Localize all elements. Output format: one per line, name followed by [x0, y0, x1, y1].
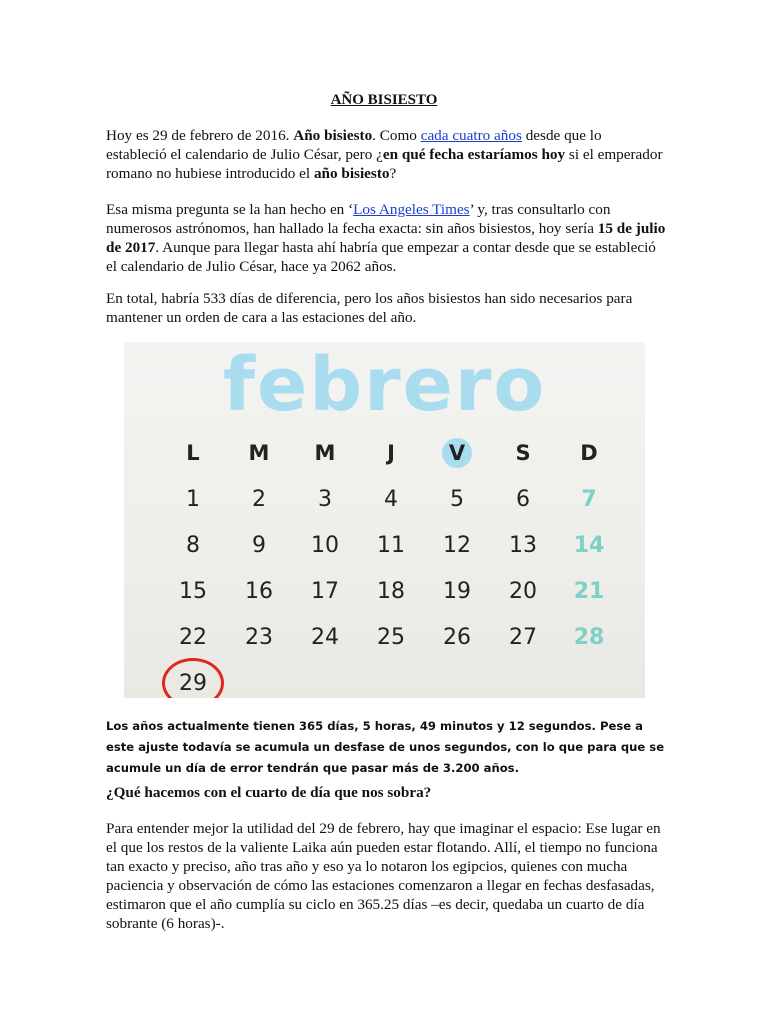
calendar-day — [556, 660, 622, 698]
bold-text: en qué fecha estaríamos hoy — [382, 146, 566, 163]
text: si el emperador romano no hubiese introducido el — [106, 146, 663, 182]
calendar-day-header — [292, 430, 358, 476]
calendar-day-header — [490, 430, 556, 476]
calendar-day-number: 1 — [186, 486, 200, 512]
calendar-day-number: 28 — [573, 624, 605, 650]
calendar-day — [160, 568, 226, 614]
calendar-day-number: 27 — [509, 624, 537, 650]
calendar-day — [490, 660, 556, 698]
paragraph-la-times — [106, 200, 666, 276]
text: ’ y, tras consultarlo con numerosos astrónomos, han hallado la fecha exacta: sin años bisiestos, hoy sería — [106, 201, 611, 237]
calendar-day — [292, 522, 358, 568]
calendar-day — [490, 568, 556, 614]
calendar-day-number: 23 — [245, 624, 273, 650]
calendar-day — [424, 568, 490, 614]
calendar-day-number: 29 — [179, 670, 207, 696]
calendar-day — [226, 522, 292, 568]
calendar-day-number: 26 — [443, 624, 471, 650]
calendar-day — [358, 660, 424, 698]
text: Esa misma pregunta se la han hecho en ‘ — [106, 201, 354, 218]
calendar-day-number: 4 — [384, 486, 398, 512]
calendar-day — [292, 660, 358, 698]
calendar-day — [226, 614, 292, 660]
calendar-day — [490, 476, 556, 522]
calendar-day-header — [556, 430, 622, 476]
calendar-day-number: 25 — [377, 624, 405, 650]
bold-text: Año bisiesto — [293, 127, 373, 144]
calendar-day-number: 11 — [377, 532, 405, 558]
calendar-day-number: 14 — [573, 532, 605, 558]
calendar-day-number: 19 — [443, 578, 471, 604]
calendar-day-number: 18 — [377, 578, 405, 604]
calendar-day-header-label: S — [515, 441, 531, 465]
calendar-day — [556, 614, 622, 660]
calendar-day — [160, 614, 226, 660]
calendar-day — [358, 476, 424, 522]
calendar-day — [424, 476, 490, 522]
text: . Aunque para llegar hasta ahí habría que empezar a contar desde que se estableció el calendario de Julio César, hace ya 2062 años. — [106, 239, 656, 275]
calendar-day-number: 12 — [443, 532, 471, 558]
calendar-day-header — [358, 430, 424, 476]
calendar-day — [226, 660, 292, 698]
calendar-grid — [160, 430, 622, 698]
calendar-day-header-label: J — [387, 441, 395, 465]
calendar-day — [226, 568, 292, 614]
calendar-day — [160, 660, 226, 698]
paragraph-total: En total, habría 533 días de diferencia, pero los años bisiestos han sido necesarios para mantener un orden de cara a las estaciones del año. — [106, 290, 633, 326]
calendar-day-header-label: V — [448, 441, 466, 465]
calendar-day — [490, 614, 556, 660]
calendar-day-header-label: D — [580, 441, 598, 465]
calendar-day — [556, 476, 622, 522]
calendar-day-header-label: M — [314, 441, 336, 465]
calendar-day-number: 6 — [516, 486, 530, 512]
calendar-day-number: 10 — [311, 532, 339, 558]
calendar-day — [358, 568, 424, 614]
calendar-day — [424, 614, 490, 660]
calendar-day — [424, 660, 490, 698]
link-cada-cuatro-anos[interactable]: cada cuatro años — [420, 127, 522, 144]
calendar-day — [358, 522, 424, 568]
image-caption: Los años actualmente tienen 365 días, 5 horas, 49 minutos y 12 segundos. Pese a este ajuste todavía se acumula un desfase de unos segundos, con lo que para que se acumule un día de error tendrán que pasar más de 3.200 años. — [106, 719, 665, 775]
calendar-day — [292, 568, 358, 614]
calendar-day-number: 22 — [179, 624, 207, 650]
paragraph-intro — [106, 126, 666, 183]
calendar-day-header — [424, 430, 490, 476]
calendar-day-number: 21 — [573, 578, 605, 604]
bold-text: 15 de julio de 2017 — [106, 220, 666, 256]
calendar-day-number: 13 — [509, 532, 537, 558]
paragraph-space: Para entender mejor la utilidad del 29 de febrero, hay que imaginar el espacio: Ese lugar en el que los restos de la valiente Laika aún pueden estar flotando. Allí, el tiempo no funciona tan exacto y preciso, año tras año y eso ya lo notaron los egipcios, quienes con mucha paciencia y observación de cómo las estaciones comenzaron a llegar en fechas desfasadas, estimaron que el año cumplía su ciclo en 365.25 días –es decir, quedaba un cuarto de día sobrante (6 horas)-. — [106, 820, 661, 932]
calendar-month: febrero — [222, 342, 547, 428]
calendar-day-number: 16 — [245, 578, 273, 604]
calendar-photo — [124, 342, 645, 698]
calendar-day-header-label: L — [186, 441, 200, 465]
calendar-day — [292, 614, 358, 660]
calendar-day-number: 24 — [311, 624, 339, 650]
calendar-day-header — [226, 430, 292, 476]
calendar-day — [556, 522, 622, 568]
link-los-angeles-times[interactable]: Los Angeles Times — [353, 201, 470, 218]
calendar-day — [226, 476, 292, 522]
page-title: AÑO BISIESTO — [330, 92, 438, 108]
calendar-day — [292, 476, 358, 522]
calendar-day-number: 7 — [581, 486, 597, 512]
calendar-day-number: 9 — [252, 532, 266, 558]
calendar-day — [160, 476, 226, 522]
calendar-day-number: 15 — [179, 578, 207, 604]
text: . Como — [372, 127, 421, 144]
calendar-day — [490, 522, 556, 568]
text: Hoy es 29 de febrero de 2016. — [106, 127, 294, 144]
section-heading: ¿Qué hacemos con el cuarto de día que nos sobra? — [106, 784, 432, 801]
calendar-day — [424, 522, 490, 568]
calendar-day — [358, 614, 424, 660]
calendar-day-number: 3 — [318, 486, 332, 512]
calendar-day-header-label: M — [248, 441, 270, 465]
calendar-day-number: 8 — [186, 532, 200, 558]
calendar-day-number: 2 — [252, 486, 266, 512]
calendar-day — [160, 522, 226, 568]
calendar-day — [556, 568, 622, 614]
calendar-day-header — [160, 430, 226, 476]
calendar-day-number: 5 — [450, 486, 464, 512]
calendar-day-number: 20 — [509, 578, 537, 604]
calendar-day-number: 17 — [311, 578, 339, 604]
bold-text: año bisiesto — [313, 165, 390, 182]
text: desde que lo estableció el calendario de Julio César, pero ¿ — [106, 127, 602, 163]
text: ? — [389, 165, 397, 182]
